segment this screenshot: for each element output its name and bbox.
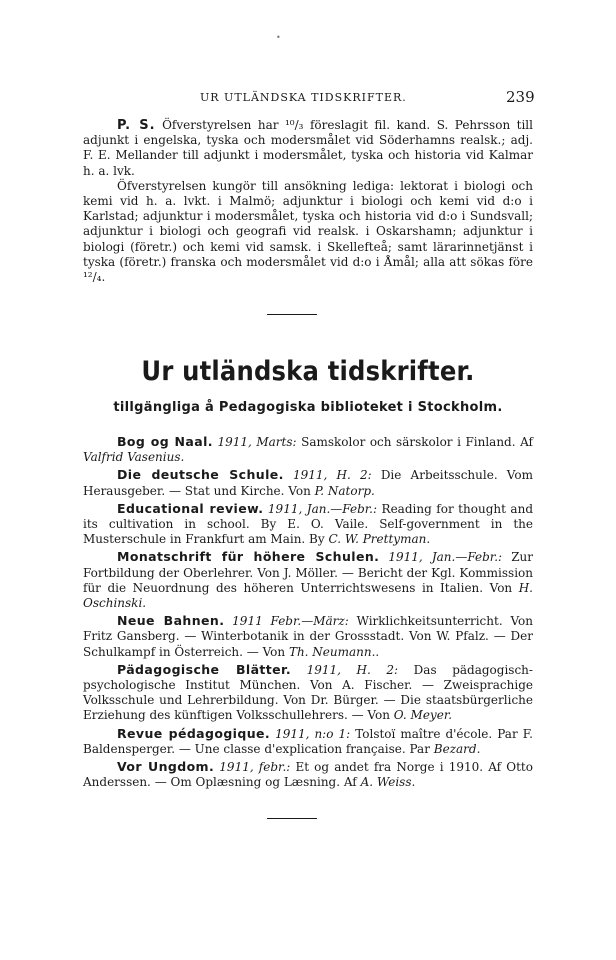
ps-label: P. S. <box>117 118 156 133</box>
journal-entry <box>83 662 533 724</box>
journal-author: Bezard. <box>433 741 481 756</box>
journal-author: C. W. Prettyman. <box>328 532 431 547</box>
journal-entry <box>83 759 533 790</box>
journal-text: Reading for thought and its cultivation in school. By E. O. Vaile. Self-government in the Musterschule in Frankfurt am Main. By <box>83 501 533 547</box>
journal-author: Valfrid Vasenius. <box>83 450 185 465</box>
journal-name: Neue Bahnen. <box>117 613 225 629</box>
journal-author: H. Oschinski. <box>83 580 533 611</box>
journal-name: Pädagogische Blätter. <box>117 661 291 677</box>
journal-text: Das pädagogisch-psychologische Institut München. Von A. Fischer. — Zweisprachige Volksschule und Lehrerbildung. Von Dr. Bürger. — Die staatsbürgerliche Erziehung des künftigen Volksschullehrers. — Von <box>83 662 533 723</box>
journal-author: O. Meyer. <box>393 708 453 723</box>
journal-author: Th. Neumann.. <box>288 644 380 659</box>
journal-entry <box>83 467 533 498</box>
section-title: Ur utländska tidskrifter. <box>141 356 475 387</box>
journal-issue: 1911, H. 2: <box>306 662 399 677</box>
journal-author: A. Weiss. <box>360 775 416 790</box>
page-number: 239 <box>506 88 535 106</box>
journal-name: Vor Ungdom. <box>117 759 215 775</box>
ps-paragraph-2: Öfverstyrelsen kungör till ansökning lediga: lektorat i biologi och kemi vid h. a. lvkt. i Malmö; adjunktur i biologi och kemi vid d:o i Karlstad; adjunktur i modersmålet, tyska och historia vid d:o i Sundsvall; adjunktur i biologi och geografi vid realsk. i Oskarshamn; adjunktur i biologi (företr.) och kemi vid samsk. i Skellefteå; samt lärarinnetjänst i tyska (företr.) franska och modersmålet vid d:o i Åmål; alla att sökas före ¹²/₄. <box>83 178 533 285</box>
journal-text: Zur Fortbildung der Oberlehrer. Von J. Möller. — Bericht der Kgl. Kommission für die Neuordnung des höheren Unterrichtswesens in Italien. Von <box>83 550 533 595</box>
journal-entry <box>83 434 533 465</box>
journal-author: P. Natorp. <box>314 483 375 498</box>
journal-text: Tolstoï maître d'école. Par F. Baldensperger. — Une classe d'explication française. Par <box>83 726 533 756</box>
divider-rule <box>267 314 317 315</box>
running-header <box>0 88 616 110</box>
journal-issue: 1911, n:o 1: <box>275 726 351 741</box>
journal-entry <box>83 613 533 660</box>
journal-name: Monatschrift für höhere Schulen. <box>117 549 380 565</box>
journal-entry <box>83 501 533 548</box>
ps-text-1: Öfverstyrelsen har ¹⁰/₃ föreslagit fil. kand. S. Pehrsson till adjunkt i engelska, tyska och modersmålet vid Söderhamns realsk.; adj. F. E. Mellander till adjunkt i modersmålet, tyska och historia vid Kalmar h. a. lvk. <box>83 118 533 178</box>
journal-text: Wirklichkeitsunterricht. Von Fritz Gansberg. — Winterbotanik in der Grossstadt. Von W. Pfalz. — Der Schulkampf in Österreich. — Von <box>83 614 533 659</box>
journal-text: Samskolor och särskolor i Finland. Af <box>301 435 533 449</box>
journal-name: Revue pédagogique. <box>117 725 271 741</box>
journal-issue: 1911, febr.: <box>219 760 291 775</box>
ps-notice <box>83 118 533 285</box>
print-speck-icon: • <box>276 33 281 42</box>
section-subtitle: tillgängliga å Pedagogiska biblioteket i Stockholm. <box>113 400 503 415</box>
journal-issue: 1911 Febr.—März: <box>232 614 349 629</box>
journal-issue: 1911, H. 2: <box>292 468 372 483</box>
journal-entries <box>83 434 533 792</box>
journal-entry <box>83 549 533 611</box>
journal-name: Educational review. <box>117 500 264 516</box>
journal-name: Bog og Naal. <box>117 434 213 449</box>
divider-rule <box>267 818 317 819</box>
ps-paragraph-1 <box>83 118 533 179</box>
journal-text: Die Arbeitsschule. Vom Herausgeber. — Stat und Kirche. Von <box>83 468 533 498</box>
journal-name: Die deutsche Schule. <box>117 467 284 483</box>
journal-entry <box>83 726 533 757</box>
running-title: UR UTLÄNDSKA TIDSKRIFTER. <box>200 91 407 104</box>
journal-issue: 1911, Jan.—Febr.: <box>267 501 378 516</box>
journal-issue: 1911, Marts: <box>217 435 297 449</box>
journal-text: Et og andet fra Norge i 1910. Af Otto Anderssen. — Om Oplæsning og Læsning. Af <box>83 760 533 790</box>
journal-issue: 1911, Jan.—Febr.: <box>388 550 503 565</box>
